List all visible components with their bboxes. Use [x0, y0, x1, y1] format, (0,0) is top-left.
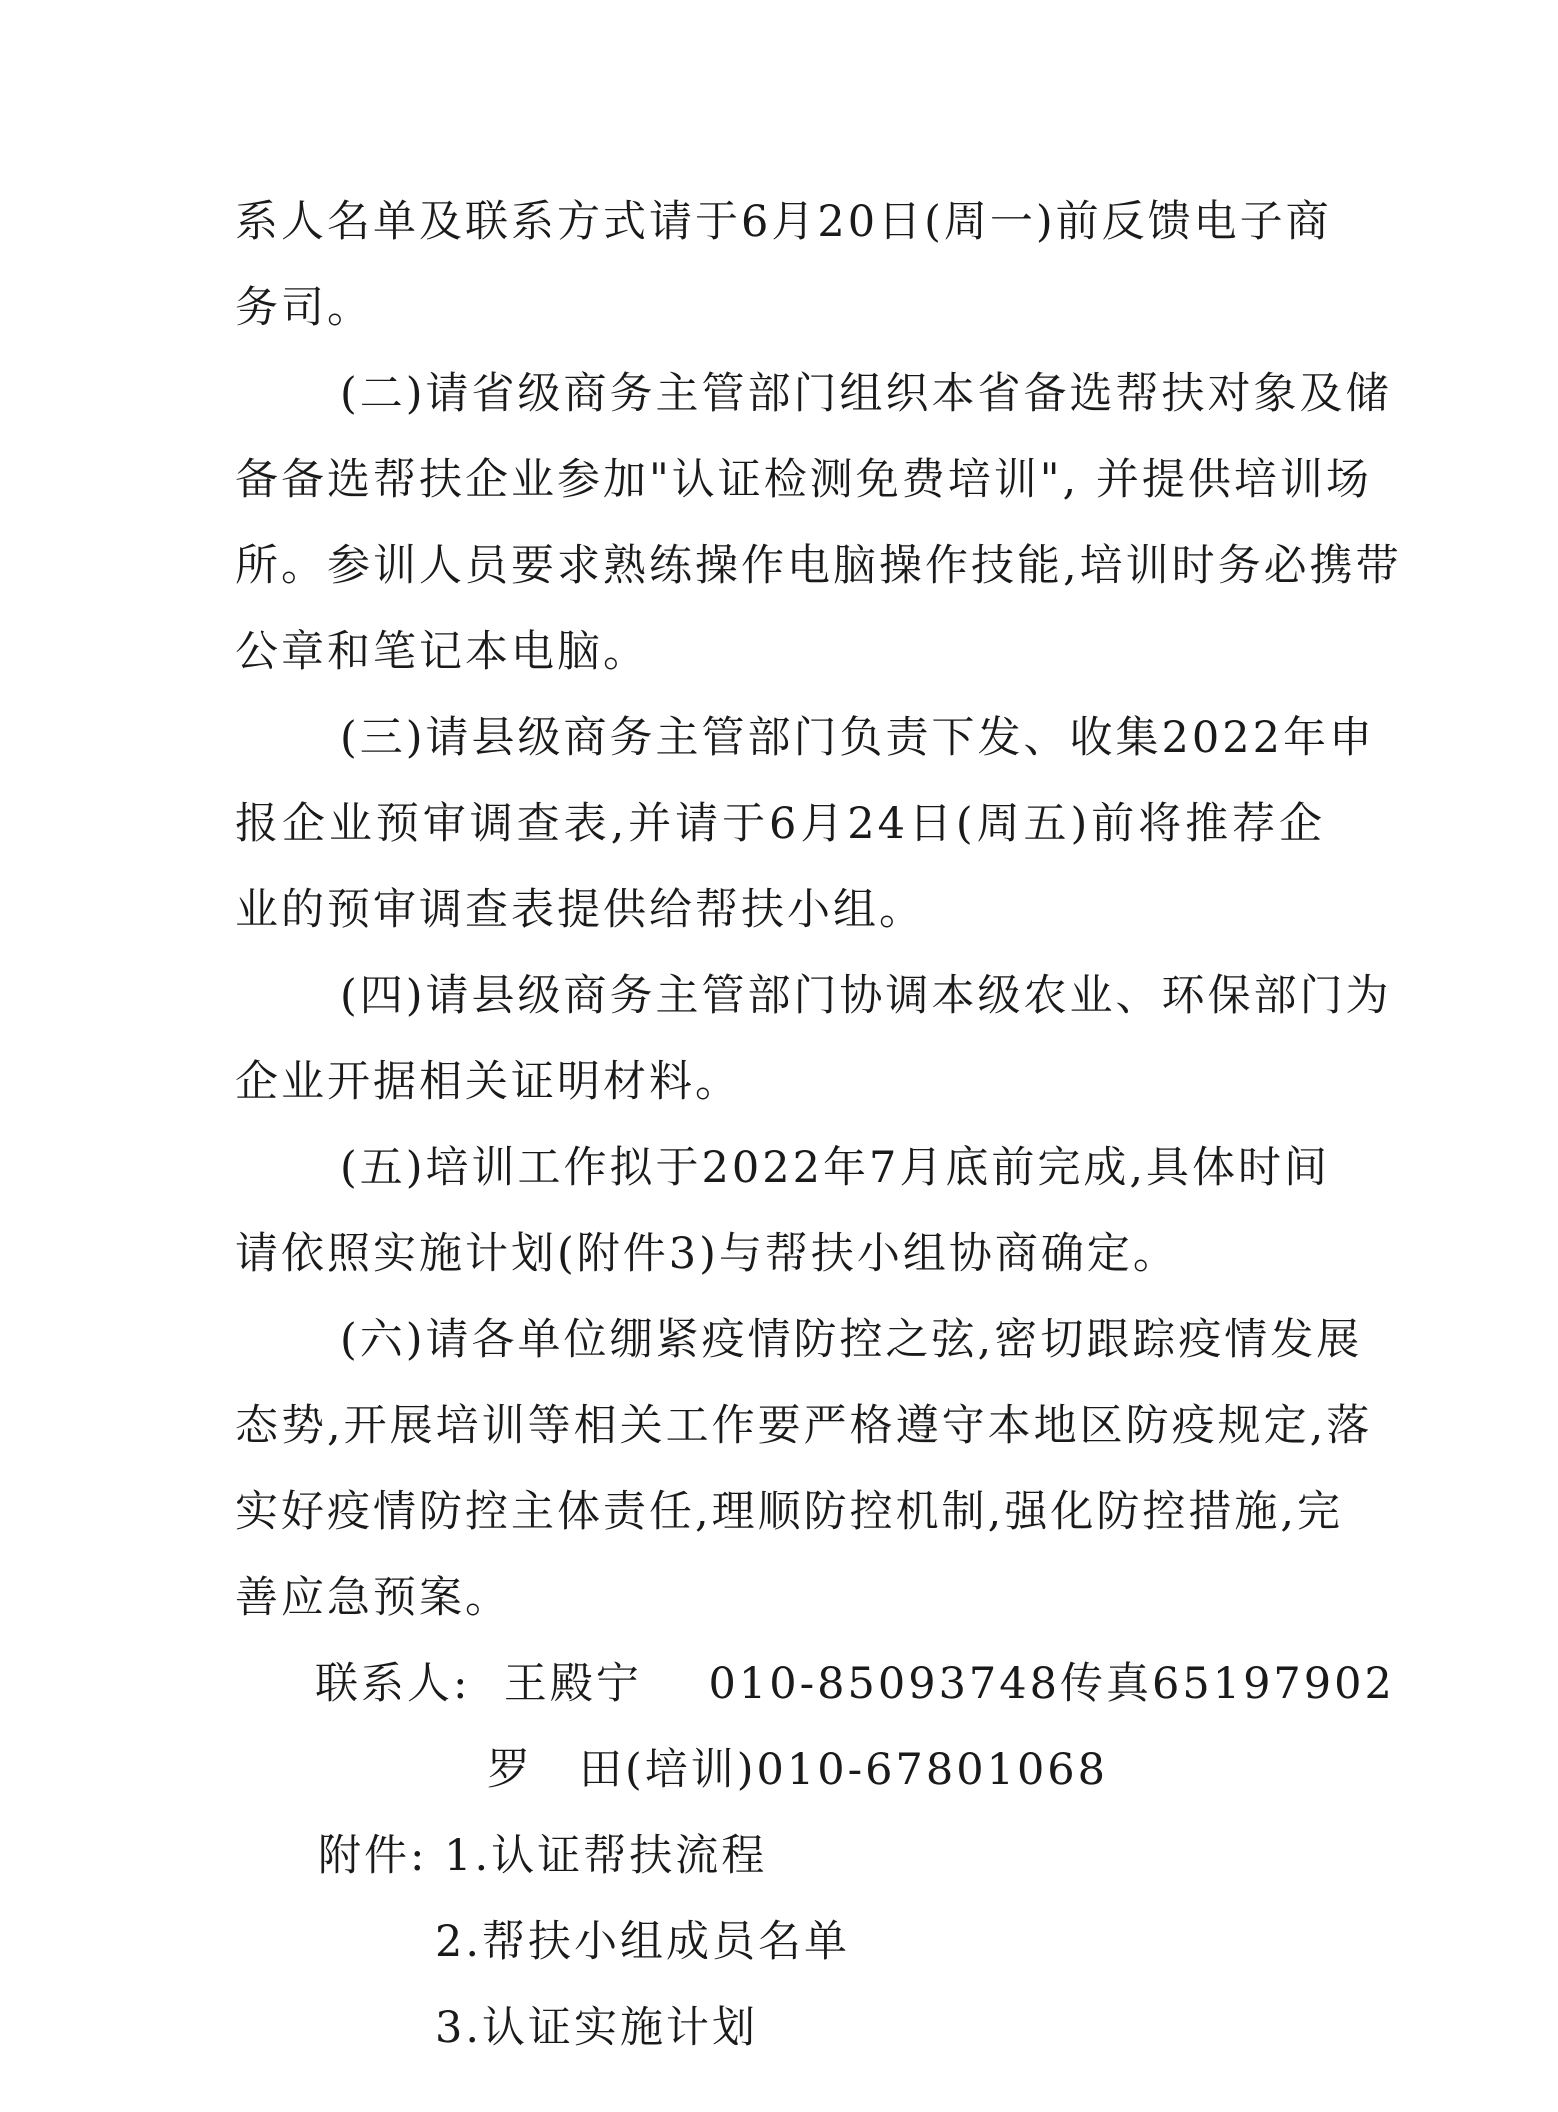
paragraph-line: (三)请县级商务主管部门负责下发、收集2022年申 [340, 713, 1375, 763]
paragraph-line: (六)请各单位绷紧疫情防控之弦,密切跟踪疫情发展 [340, 1315, 1363, 1365]
paragraph-line: 态势,开展培训等相关工作要严格遵守本地区防疫规定,落 [235, 1401, 1373, 1451]
contact-line-1 [315, 1654, 1405, 1714]
contact-label: 联系人: [315, 1659, 471, 1709]
paragraph-line: 报企业预审调查表,并请于6月24日(周五)前将推荐企 [235, 799, 1325, 849]
contact-line-2 [487, 1740, 1558, 1800]
attachment-item: 3.认证实施计划 [435, 2003, 759, 2053]
paragraph-line: 请依照实施计划(附件3)与帮扶小组协商确定。 [235, 1229, 1179, 1279]
paragraph-line: 善应急预案。 [235, 1573, 511, 1623]
attachment-item: 2.帮扶小组成员名单 [435, 1917, 851, 1967]
paragraph-line: 所。参训人员要求熟练操作电脑操作技能,培训时务必携带 [235, 541, 1402, 591]
contact-person-2: 罗 田(培训)010-67801068 [487, 1745, 1109, 1795]
paragraph-line: (四)请县级商务主管部门协调本级农业、环保部门为 [340, 971, 1392, 1021]
contact-person-1-phone: 010-85093748传真65197902 [708, 1659, 1395, 1709]
attachments-label: 附件: [318, 1831, 428, 1881]
paragraph-line: 实好疫情防控主体责任,理顺防控机制,强化防控措施,完 [235, 1487, 1344, 1537]
paragraph-line: 系人名单及联系方式请于6月20日(周一)前反馈电子商 [235, 197, 1332, 247]
paragraph-line: 业的预审调查表提供给帮扶小组。 [235, 885, 925, 935]
paragraph-line: 企业开据相关证明材料。 [235, 1057, 741, 1107]
attachment-item: 1.认证帮扶流程 [444, 1831, 768, 1881]
attachment-line-1 [318, 1826, 1408, 1886]
paragraph-line: (二)请省级商务主管部门组织本省备选帮扶对象及储 [340, 369, 1392, 419]
paragraph-line: 务司。 [235, 283, 373, 333]
paragraph-line: 公章和笔记本电脑。 [235, 627, 649, 677]
paragraph-line: 备备选帮扶企业参加"认证检测免费培训", 并提供培训场 [235, 455, 1372, 505]
paragraph-line: (五)培训工作拟于2022年7月底前完成,具体时间 [340, 1143, 1331, 1193]
contact-person-1: 王殿宁 [503, 1659, 642, 1709]
